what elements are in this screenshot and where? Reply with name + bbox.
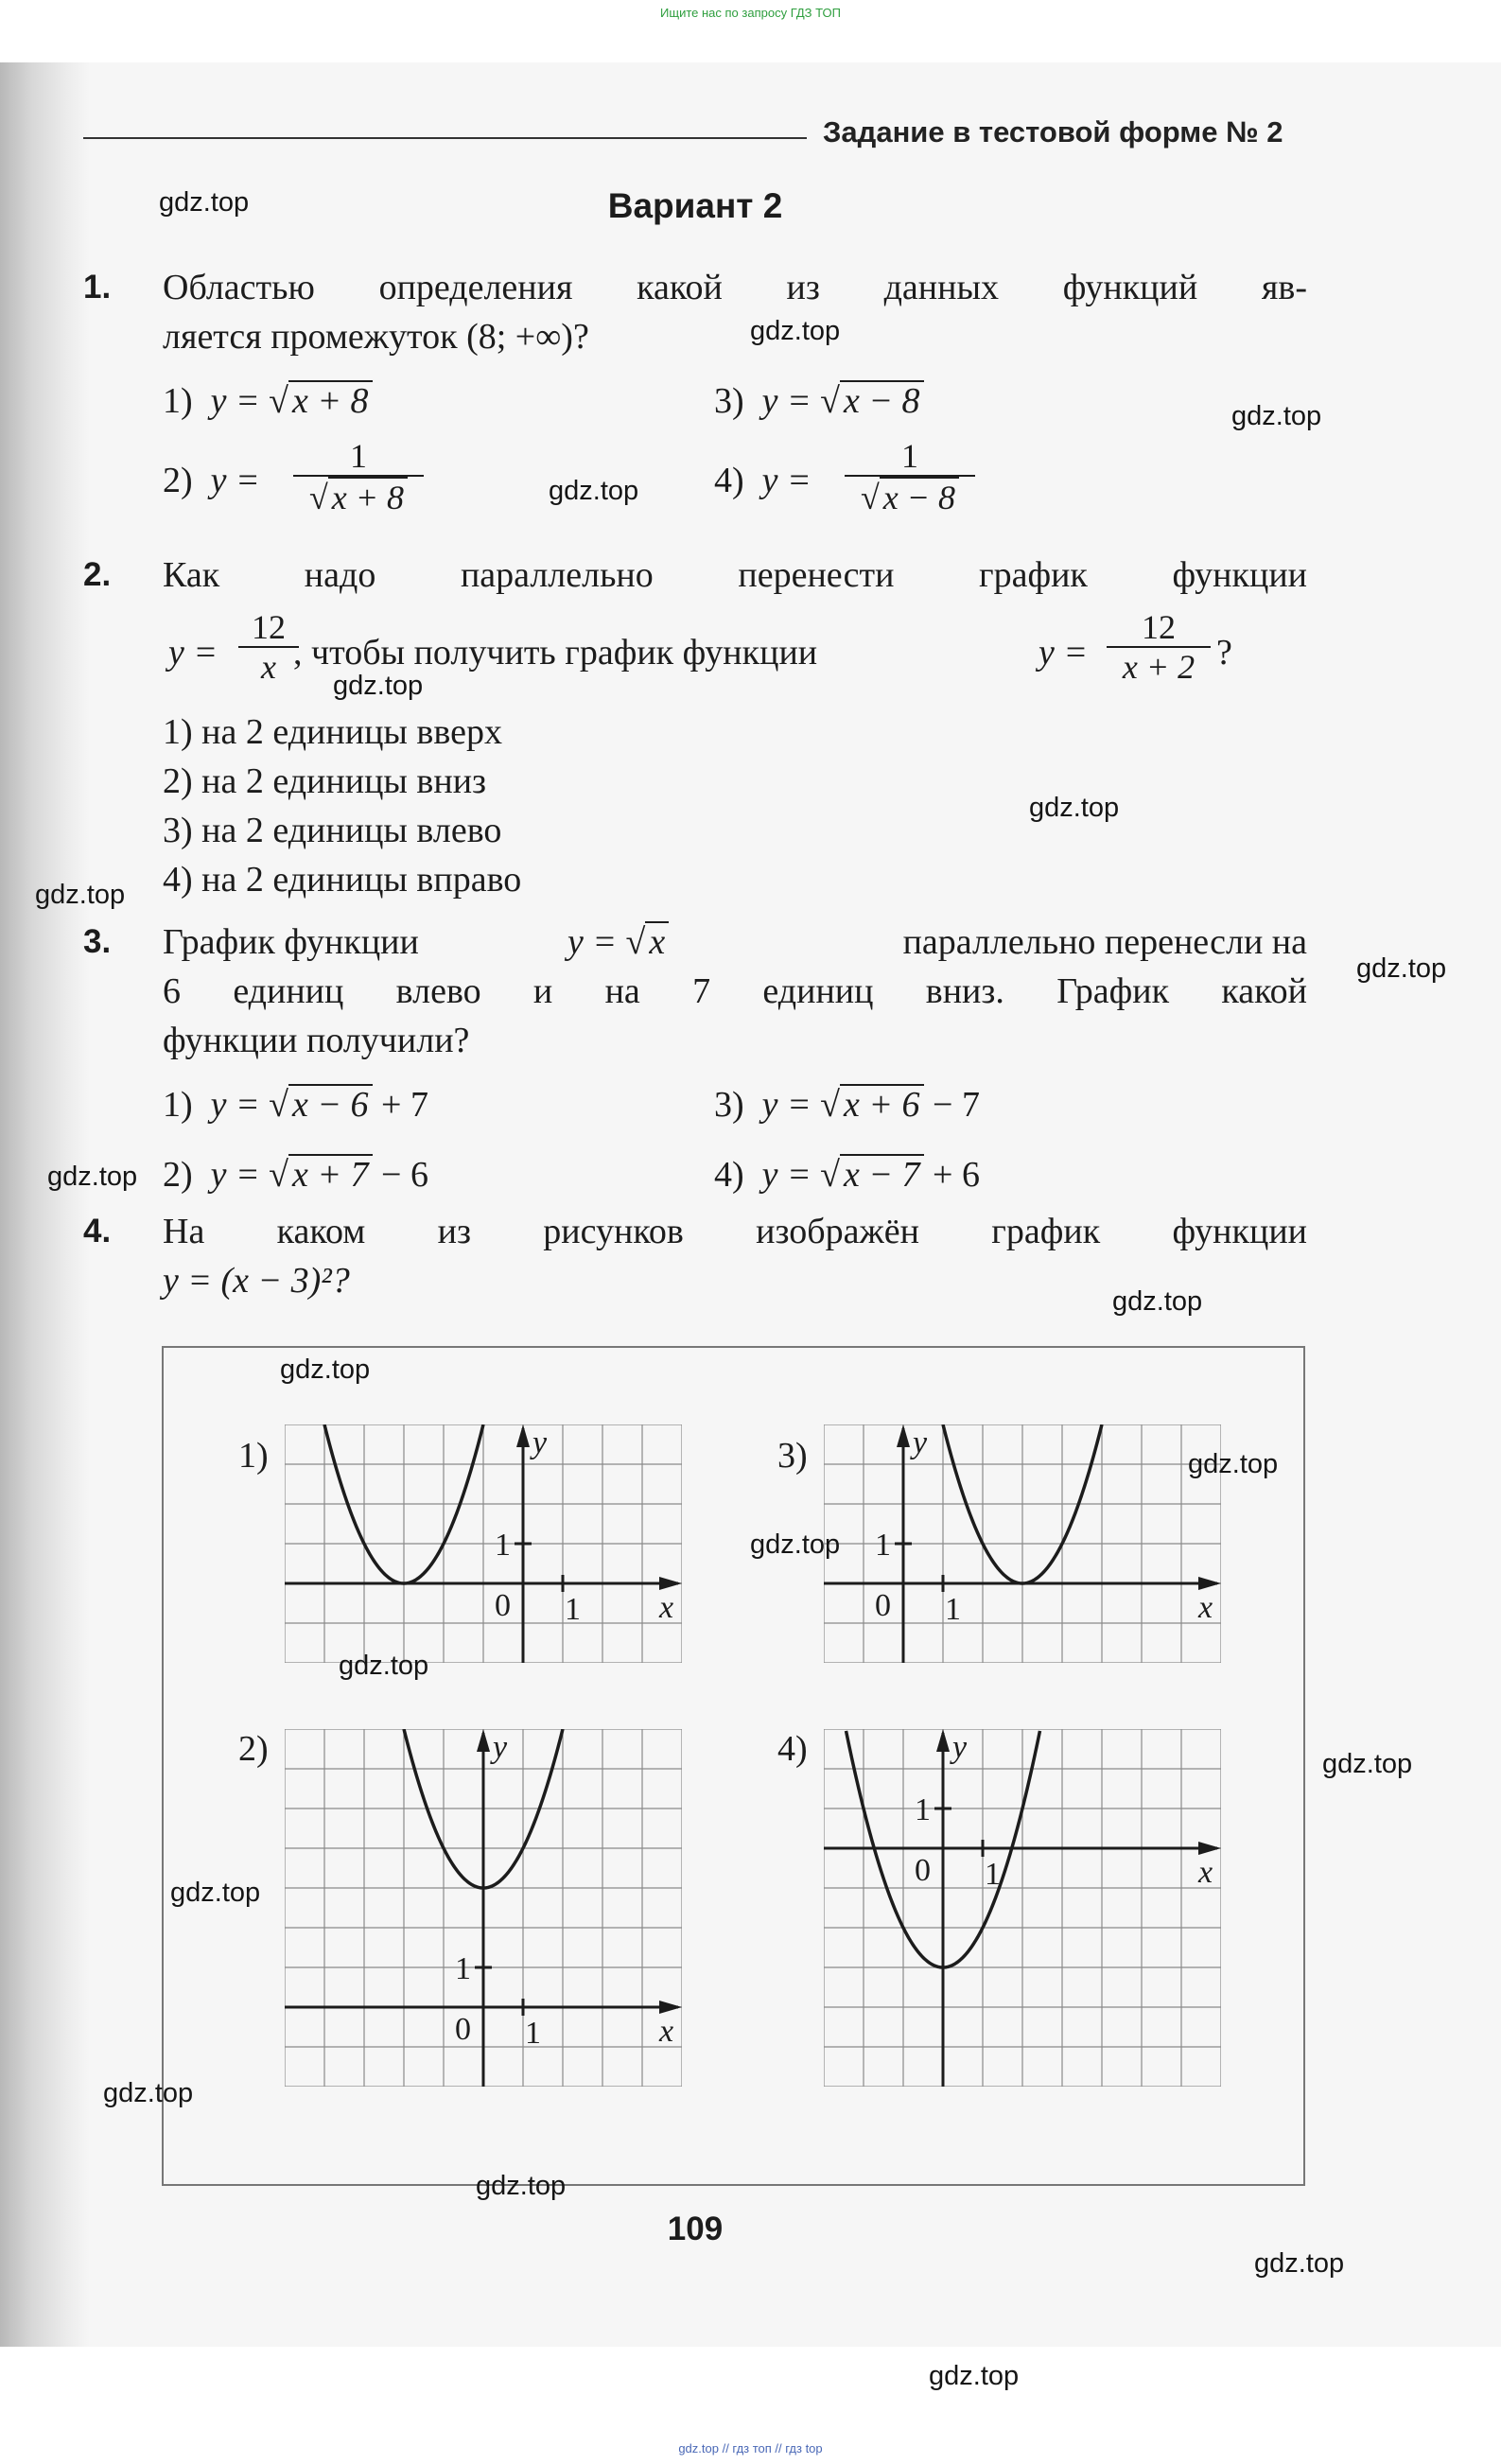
q3-option-4	[714, 1150, 980, 1199]
q1-opt4-label: 4)	[714, 461, 744, 500]
watermark: gdz.top	[1029, 793, 1120, 823]
q4-text-line1: На каком из рисунков изображён график функции	[163, 1212, 1307, 1251]
q2-f2-numerator: 12	[1142, 608, 1176, 646]
y-axis-label: y	[913, 1425, 928, 1460]
origin-label: 0	[875, 1588, 891, 1623]
y-axis-label: y	[532, 1425, 548, 1460]
graph-1	[285, 1424, 682, 1663]
sqrt-sign: √	[269, 1085, 289, 1125]
q1-opt2-numerator: 1	[350, 437, 367, 475]
watermark: gdz.top	[1112, 1286, 1203, 1317]
watermark: gdz.top	[159, 187, 250, 218]
q1-number: 1.	[83, 269, 112, 306]
q3-opt4-radicand: x − 7	[840, 1154, 924, 1194]
watermark: gdz.top	[35, 880, 126, 910]
q3-opt1-prefix: y =	[210, 1085, 260, 1125]
site-bottom-link[interactable]: gdz.top // гдз топ // гдз top	[678, 2441, 823, 2455]
q2-text-middle: , чтобы получить график функции	[293, 633, 818, 673]
y-unit-label: 1	[915, 1792, 931, 1827]
q3-opt3-prefix: y =	[761, 1085, 812, 1125]
x-axis-label: x	[1198, 1855, 1213, 1890]
q3-formula-prefix: y =	[567, 922, 618, 962]
q1-opt1-prefix: y =	[210, 381, 260, 421]
q3-option-2	[163, 1150, 428, 1199]
x-axis-arrow	[659, 2001, 682, 2014]
watermark: gdz.top	[750, 316, 841, 346]
q1-opt4-fraction	[845, 437, 975, 516]
graph-3	[824, 1424, 1221, 1663]
page-binding-shadow	[0, 62, 90, 2347]
q2-option-3: 3) на 2 единицы влево	[163, 811, 502, 850]
q2-f1-denominator: x	[238, 646, 299, 686]
x-unit-label: 1	[945, 1592, 961, 1627]
q3-opt3-radicand: x + 6	[840, 1084, 924, 1124]
graph-2-label: 2)	[238, 1729, 269, 1769]
q1-opt2-radicand: x + 8	[328, 477, 408, 516]
q3-text-line3: функции получили?	[163, 1021, 470, 1060]
site-top-link[interactable]: Ищите нас по запросу ГДЗ ТОП	[660, 6, 841, 20]
origin-label: 0	[495, 1588, 511, 1623]
y-axis-arrow	[897, 1424, 910, 1447]
q1-opt2-fraction	[293, 437, 424, 516]
q1-opt4-numerator: 1	[901, 437, 918, 475]
q1-opt2-prefix: y =	[210, 461, 260, 500]
graph-1-label: 1)	[238, 1436, 269, 1476]
watermark: gdz.top	[1356, 953, 1447, 984]
q2-question-mark: ?	[1216, 633, 1232, 673]
watermark: gdz.top	[1322, 1749, 1413, 1779]
x-unit-label: 1	[565, 1592, 581, 1627]
x-unit-label: 1	[985, 1857, 1001, 1892]
sqrt-sign: √	[820, 1155, 841, 1195]
watermark: gdz.top	[1231, 401, 1322, 431]
q3-opt2-suffix: − 6	[381, 1155, 428, 1195]
q1-opt1-label: 1)	[163, 381, 193, 421]
q1-opt4-prefix: y =	[761, 461, 812, 500]
y-axis-arrow	[477, 1729, 490, 1752]
graph-4	[824, 1729, 1221, 2087]
y-unit-label: 1	[455, 1951, 471, 1986]
q2-option-2: 2) на 2 единицы вниз	[163, 761, 487, 801]
watermark: gdz.top	[47, 1162, 138, 1192]
watermark: gdz.top	[476, 2171, 567, 2201]
y-unit-label: 1	[875, 1528, 891, 1563]
y-axis-label: y	[952, 1730, 968, 1765]
q1-opt1-radicand: x + 8	[288, 380, 373, 420]
variant-title: Вариант 2	[607, 186, 783, 225]
sqrt-sign: √	[860, 479, 880, 516]
watermark: gdz.top	[1254, 2248, 1345, 2279]
watermark: gdz.top	[280, 1354, 371, 1385]
q1-option-2	[163, 456, 260, 505]
q3-opt3-label: 3)	[714, 1085, 744, 1125]
x-axis-label: x	[659, 2014, 674, 2049]
q3-opt4-label: 4)	[714, 1155, 744, 1195]
q4-number: 4.	[83, 1213, 112, 1249]
q3-text-line1a: График функции	[163, 922, 419, 962]
sqrt-sign: √	[269, 381, 289, 421]
y-axis-arrow	[936, 1729, 950, 1752]
q3-opt3-suffix: − 7	[933, 1085, 980, 1125]
q2-f2-prefix: y =	[1038, 633, 1089, 673]
x-axis-label: x	[659, 1590, 674, 1625]
x-axis-arrow	[1198, 1577, 1221, 1590]
watermark: gdz.top	[549, 476, 639, 506]
q3-text-line2: 6 единиц влево и на 7 единиц вниз. График какой	[163, 971, 1307, 1011]
q1-option-3	[714, 376, 924, 426]
q3-formula-radicand: x	[645, 921, 669, 961]
x-axis-arrow	[659, 1577, 682, 1590]
q3-option-1	[163, 1080, 428, 1129]
q2-f1-numerator: 12	[252, 608, 286, 646]
y-unit-label: 1	[495, 1528, 511, 1563]
q1-opt4-radicand: x − 8	[880, 477, 959, 516]
q2-f1-fraction	[238, 608, 299, 686]
x-unit-label: 1	[525, 2016, 541, 2051]
x-axis-arrow	[1198, 1842, 1221, 1855]
graph-3-label: 3)	[777, 1436, 808, 1476]
q3-option-3	[714, 1080, 980, 1129]
watermark: gdz.top	[1188, 1449, 1279, 1479]
q3-formula	[567, 917, 669, 967]
q3-opt1-label: 1)	[163, 1085, 193, 1125]
header-title: Задание в тестовой форме № 2	[823, 115, 1283, 149]
sqrt-sign: √	[820, 1085, 841, 1125]
page-number: 109	[667, 2211, 724, 2247]
q4-text-line2: y = (x − 3)²?	[163, 1261, 350, 1301]
q3-opt1-radicand: x − 6	[288, 1084, 373, 1124]
q2-f2-denominator: x + 2	[1107, 646, 1211, 686]
q2-option-4: 4) на 2 единицы вправо	[163, 860, 522, 900]
q2-text-line1: Как надо параллельно перенести график функции	[163, 555, 1307, 595]
watermark: gdz.top	[929, 2361, 1020, 2391]
sqrt-sign: √	[308, 479, 328, 516]
q3-opt1-suffix: + 7	[381, 1085, 428, 1125]
y-axis-arrow	[516, 1424, 530, 1447]
q1-option-4	[714, 456, 812, 505]
q3-opt2-radicand: x + 7	[288, 1154, 373, 1194]
graph-4-label: 4)	[777, 1729, 808, 1769]
q1-text-line1: Областью определения какой из данных функций яв-	[163, 268, 1307, 307]
sqrt-sign: √	[625, 922, 646, 962]
q2-number: 2.	[83, 556, 112, 593]
watermark: gdz.top	[170, 1878, 261, 1908]
q1-opt3-prefix: y =	[761, 381, 812, 421]
q3-opt4-suffix: + 6	[933, 1155, 980, 1195]
sqrt-sign: √	[269, 1155, 289, 1195]
graph-2	[285, 1729, 682, 2087]
q1-text-line2: ляется промежуток (8; +∞)?	[163, 317, 589, 357]
watermark: gdz.top	[339, 1651, 429, 1681]
origin-label: 0	[915, 1853, 931, 1888]
q1-opt3-label: 3)	[714, 381, 744, 421]
q3-opt2-prefix: y =	[210, 1155, 260, 1195]
watermark: gdz.top	[333, 671, 424, 701]
y-axis-label: y	[493, 1730, 508, 1765]
q2-f2-fraction	[1107, 608, 1211, 686]
watermark: gdz.top	[103, 2078, 194, 2108]
q1-option-1	[163, 376, 373, 426]
q1-opt2-label: 2)	[163, 461, 193, 500]
sqrt-sign: √	[820, 381, 841, 421]
header-rule	[83, 137, 807, 139]
q3-text-line1b: параллельно перенесли на	[902, 922, 1307, 962]
q3-opt4-prefix: y =	[761, 1155, 812, 1195]
q2-f1-prefix: y =	[168, 633, 218, 673]
q1-opt3-radicand: x − 8	[840, 380, 924, 420]
q3-number: 3.	[83, 923, 112, 960]
q2-option-1: 1) на 2 единицы вверх	[163, 712, 502, 752]
x-axis-label: x	[1198, 1590, 1213, 1625]
origin-label: 0	[455, 2012, 471, 2047]
watermark: gdz.top	[750, 1529, 841, 1560]
q3-opt2-label: 2)	[163, 1155, 193, 1195]
